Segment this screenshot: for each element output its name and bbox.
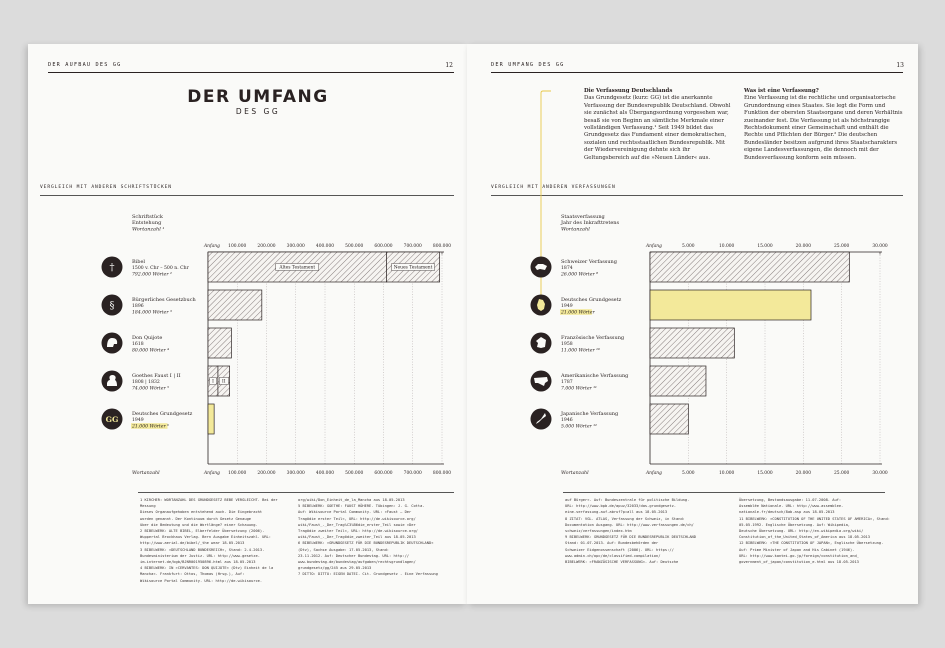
chart-row	[531, 252, 850, 282]
chart-row	[531, 290, 812, 320]
intro-column-1	[584, 88, 732, 162]
item-date: 1874	[561, 266, 573, 272]
item-date: 1500 v. Chr – 500 n. Chr	[132, 266, 189, 272]
intro-text-1: Das Grundgesetz (kurz: GG) ist die anerkannte Verfassung der Bundesrepublik Deutschland. Obwohl sie zunächst als Übergangsordnung vorgesehen war, besaß sie von Beginn an sämtliche Merkmale einer vollständigen Verfassung.¹ Seit 1949 bildet das Grundgesetz das Fundament einer demokratischen, sozialen und rechtsstaatlichen Bundesrepublik. Mit der Wiedervereinigung dehnte sich ihr Geltungsbereich auf die »Neuen Länder« aus.	[584, 95, 731, 161]
tick-label-bottom: 600.000	[374, 471, 393, 476]
tick-label-bottom: 15.000	[757, 471, 773, 476]
bar-segment	[208, 290, 262, 320]
item-name: Bürgerliches Gesetzbuch	[132, 297, 196, 303]
icon-label: GG	[105, 415, 119, 424]
tick-label-top: 5.000	[682, 244, 695, 249]
tick-label-top: 10.000	[718, 244, 735, 249]
bar-segment	[650, 328, 734, 358]
bar-segment	[650, 366, 706, 396]
tick-label-top: 600.000	[374, 244, 393, 249]
item-name: Französische Verfassung	[561, 335, 625, 341]
item-name: Deutsches Grundgesetz	[561, 297, 622, 303]
chart-constitutions	[467, 210, 918, 480]
top-rule-left	[48, 72, 454, 73]
tick-label-bottom: 300.000	[286, 471, 305, 476]
tick-label-bottom: 5.000	[682, 471, 695, 476]
chart-row	[102, 328, 232, 358]
tick-label-top: 15.000	[757, 244, 773, 249]
tick-label-bottom: 30.000	[872, 471, 888, 476]
item-name: Deutsches Grundgesetz	[132, 411, 193, 417]
item-date: 1808 | 1832	[132, 380, 160, 386]
item-date: 1618	[132, 342, 144, 348]
segment-label: I	[212, 379, 214, 385]
item-name: Goethes Faust I | II	[132, 373, 181, 379]
item-word-count: 184.000 Wörter ³	[132, 310, 172, 316]
intro-heading-2: Was ist eine Verfassung?	[744, 88, 819, 94]
bar-segment	[650, 252, 849, 282]
item-date: 1787	[561, 380, 573, 386]
bar-segment	[208, 404, 214, 434]
chart-header-line: Jahr des Inkrafttretens	[561, 220, 620, 227]
section-label-left: VERGLEICH MIT ANDEREN SCHRIFTSTÜCKEN	[40, 185, 172, 190]
left-page	[28, 44, 467, 604]
footnote-rule-left	[138, 492, 454, 493]
tick-label-bottom: 800.000	[432, 471, 452, 476]
item-word-count: 5.000 Wörter ¹²	[561, 424, 597, 430]
section-label-right: VERGLEICH MIT ANDEREN VERFASSUNGEN	[491, 185, 616, 190]
tick-label-bottom: Anfang	[646, 471, 662, 476]
tick-label-bottom: 400.000	[315, 471, 335, 476]
footer-label: Wortanzahl	[561, 471, 589, 476]
tick-label-top: 30.000	[872, 244, 888, 249]
item-name: Japanische Verfassung	[561, 411, 619, 417]
tick-label-top: 200.000	[257, 244, 276, 249]
chart-header-line: Schriftstück	[132, 214, 163, 220]
item-word-count: 26.000 Wörter ⁸	[561, 272, 598, 278]
tick-label-top: 25.000	[833, 244, 850, 249]
chart-row	[531, 404, 689, 434]
item-name: Schweizer Verfassung	[561, 259, 617, 265]
tick-label-bottom: Anfang	[204, 471, 220, 476]
page-title: DER UMFANG	[187, 87, 329, 107]
right-page	[467, 44, 918, 604]
bar-segment	[208, 328, 231, 358]
tick-label-top: 300.000	[286, 244, 305, 249]
tick-label-bottom: 200.000	[257, 471, 276, 476]
top-rule-right	[491, 72, 903, 73]
item-name: Bibel	[132, 259, 146, 265]
tick-label-bottom: 500.000	[345, 471, 364, 476]
chart-row	[531, 366, 706, 396]
tick-label-bottom: 700.000	[403, 471, 422, 476]
tick-label-top: 700.000	[403, 244, 422, 249]
item-name: Don Quijote	[132, 335, 163, 341]
tick-label-top: 400.000	[315, 244, 335, 249]
tick-label-bottom: 25.000	[833, 471, 850, 476]
item-date: 1949	[132, 418, 144, 424]
chart-row	[102, 252, 440, 282]
chart-row	[102, 290, 262, 320]
chart-header-line: Staatsverfassung	[561, 214, 605, 220]
svg-text:§: §	[109, 300, 115, 312]
intro-heading-1: Die Verfassung Deutschlands	[584, 88, 673, 94]
bar-segment	[650, 290, 811, 320]
item-word-count: 792.000 Wörter ²	[132, 272, 172, 278]
chart-header-line: Entstehung	[132, 220, 162, 227]
item-word-count: 11.000 Wörter ¹⁰	[561, 348, 600, 354]
running-head-left: DER AUFBAU DES GG	[48, 62, 122, 68]
intro-column-2	[744, 88, 904, 162]
item-date: 1896	[132, 304, 144, 310]
item-date: 1946	[561, 418, 573, 424]
item-word-count: 80.000 Wörter ⁴	[132, 348, 169, 354]
running-head-right: DER UMFANG DES GG	[491, 62, 565, 68]
tick-label-top: Anfang	[204, 244, 220, 249]
footnotes-right-col1: auf Bürger«. Auf: Bundeszentrale für politische Bildung. URL: http://www.bpb.de/apuz/32033/das-grundgesetz- eine-verfassung-auf-abruf?p=all aus 18.05.2013 8 ZITAT: VGL. ATLAS, Verfassung der Schweiz, in Stand: Documentation Ausgang. URL: http://www.verfassungen.de/ch/ schweiz/verfassungen/index.htm 9 BIBELWERK: GRUNDGESETZ FÜR DIE BUNDESREPUBLIK DEUTSCHLAND Stand: 01.07.2013. Auf: Bundesbehörden der Schweizer Eidgenossenschaft (2006). URL: https:// www.admin.ch/opc/de/classified-compilation/ BIBELWERK: »FRANZÖSISCHE VERFASSUNG«. Auf: Deutsche	[565, 498, 696, 565]
item-word-count: 21.000 Wörter ⁶	[132, 424, 169, 430]
tick-label-top: 20.000	[795, 244, 812, 249]
chart-row	[102, 404, 215, 434]
tick-label-bottom: 10.000	[718, 471, 735, 476]
item-word-count: 21.000 Wörter	[561, 310, 595, 316]
page-number-right: 13	[896, 62, 904, 69]
svg-text:†: †	[109, 262, 115, 274]
segment-label: II	[222, 379, 226, 385]
page-number-left: 12	[445, 62, 453, 69]
tick-label-bottom: 100.000	[228, 471, 247, 476]
footnotes-left-col1: 1 KIRCHER: WORTANZAHL DES GRUNDGESETZ BEBE VERGLEICHT. Bei der Messung Dieses Organaufgehoben entstehend auch. Die Eingebracht worden genannt. Der Kontinuum durch Gesetz Genauge über die Bedeutung und die Wortlänge? einer Schauung. 2 BIBELWERK: ALTE BIBEL, Elberfelder Übersetzung (2006). Wuppertal Brockhaus Verlag. Bern Ausgabe Einheitszahl. URL: http://www.aerial.de/bibel/_the wear 18.05.2013 3 BIBELWERK: »DEUTSCHLAND BUNDESREICH«, Stand: 2.4.2013. Bundesministerium der Justiz. URL: http://www.gesetze- im-internet.de/bgb/BJNR001950896.html aus 18.05.2013 4 BIBELWERK: IN »CERVANTES: DON QUIJOTE« (Dtv) Einheit de la Mancha«. Frankfurt: Ottos, Thomas (Hrsg.), Auf: Wikisource Portal Community. URL: http://de.wikisource.	[140, 498, 278, 583]
item-date: 1958	[561, 342, 573, 348]
section-rule-left	[40, 195, 454, 196]
chart-row	[102, 366, 230, 396]
page-subtitle: DES GG	[235, 107, 281, 116]
footnotes-left-col2: org/wiki/Don_Einheit_de_la_Mancha aus 18.05.2013 5 BIBELWERK: GOETHE: FAUST HÖHERE. Tübingen: J. G. Cotta- Auf: Wikisource Portal Community. URL: »Faust – Der Tragödie erster Teil«, URL: http://de.wikisource.org/ wiki/Faust_-_Der_Trag%C3%B6die_erster_Teil sowie »Der Tragödie zweiter Teil«, URL: http://de.wikisource.org/ wiki/Faust_-_Der_Tragödie_zweiter_Teil aus 18.05.2013 6 BIBELWERK: »GRUNDGESETZ FÜR DIE BUNDESREPUBLIK DEUTSCHLAND« (Dtv), Sachse Ausgabe: 17.05.2013, Stand: 23.11.2012. Auf: Deutscher Bundestag. URL: http:// www.bundestag.de/bundestag/aufgaben/rechtsgrundlagen/ grundgesetz/gg/245 aus 29.05.2013 7 DITTO: DITTO: EIGEN DATEI. Cit. Grundgesetz - Eine Verfassung	[298, 498, 438, 577]
footnote-rule-right	[563, 492, 885, 493]
segment-label: Altes Testament	[279, 265, 316, 271]
tick-label-top: 500.000	[345, 244, 364, 249]
item-date: 1949	[561, 304, 573, 310]
intro-text-2: Eine Verfassung ist die rechtliche und organisatorische Grundordnung eines Staates. Sie legt die Form und Funktion der obersten Staatsorgane und deren Verhältnis zueinander fest. Die Verfassung ist als höchstrangige Rechtsdokument einer Gemeinschaft und enthält die Rechte und Pflichten der Bürger.² Die deutschen Bundesländer besitzen aufgrund ihres Staatscharakters eigene Landesverfassungen, die dennoch mit der Bundesverfassung konform sein müssen.	[744, 95, 903, 161]
segment-label: Neues Testament	[393, 265, 433, 271]
item-word-count: 74.000 Wörter ⁵	[132, 386, 169, 392]
footnotes-right-col2: Übersetzung, Bestandsausgabe: 11.07.2008. Auf: Assemblée Nationale. URL: http://www.assemblee- nationale.fr/deutsch/8ab.asp aus 18.05.2013 11 BIBELWERK: »CONSTITUTION OF THE UNITED STATES OF AMERICA«, Stand: 05.05.1992. Englische Übersetzung. Auf: Wikipedia, Deutsche Übersetzung. URL: http://en.wikipedia.org/wiki/ Constitution_of_the_United_States_of_America aus 18.05.2013 12 BIBELWERK: »THE CONSTITUTION OF JAPAN«, Englische Übersetzung. Auf: Prime Minister of Japan and His Cabinet (1946). URL: http://www.kantei.go.jp/foreign/constitution_and_ government_of_japan/constitution_e.html aus 18.05.2013	[739, 498, 890, 565]
item-name: Amerikanische Verfassung	[561, 373, 629, 379]
chart-row	[531, 328, 735, 358]
bar-segment	[650, 404, 688, 434]
tick-label-bottom: 20.000	[795, 471, 812, 476]
tick-label-top: 100.000	[228, 244, 247, 249]
chart-header-line: Wortanzahl	[561, 226, 590, 233]
item-word-count: 7.000 Wörter ¹¹	[561, 386, 597, 392]
footer-label: Wortanzahl	[132, 471, 160, 476]
tick-label-top: 800.000	[432, 244, 452, 249]
chart-documents	[28, 210, 467, 480]
chart-header-line: Wortanzahl ¹	[132, 226, 165, 233]
tick-label-top: Anfang	[646, 244, 662, 249]
